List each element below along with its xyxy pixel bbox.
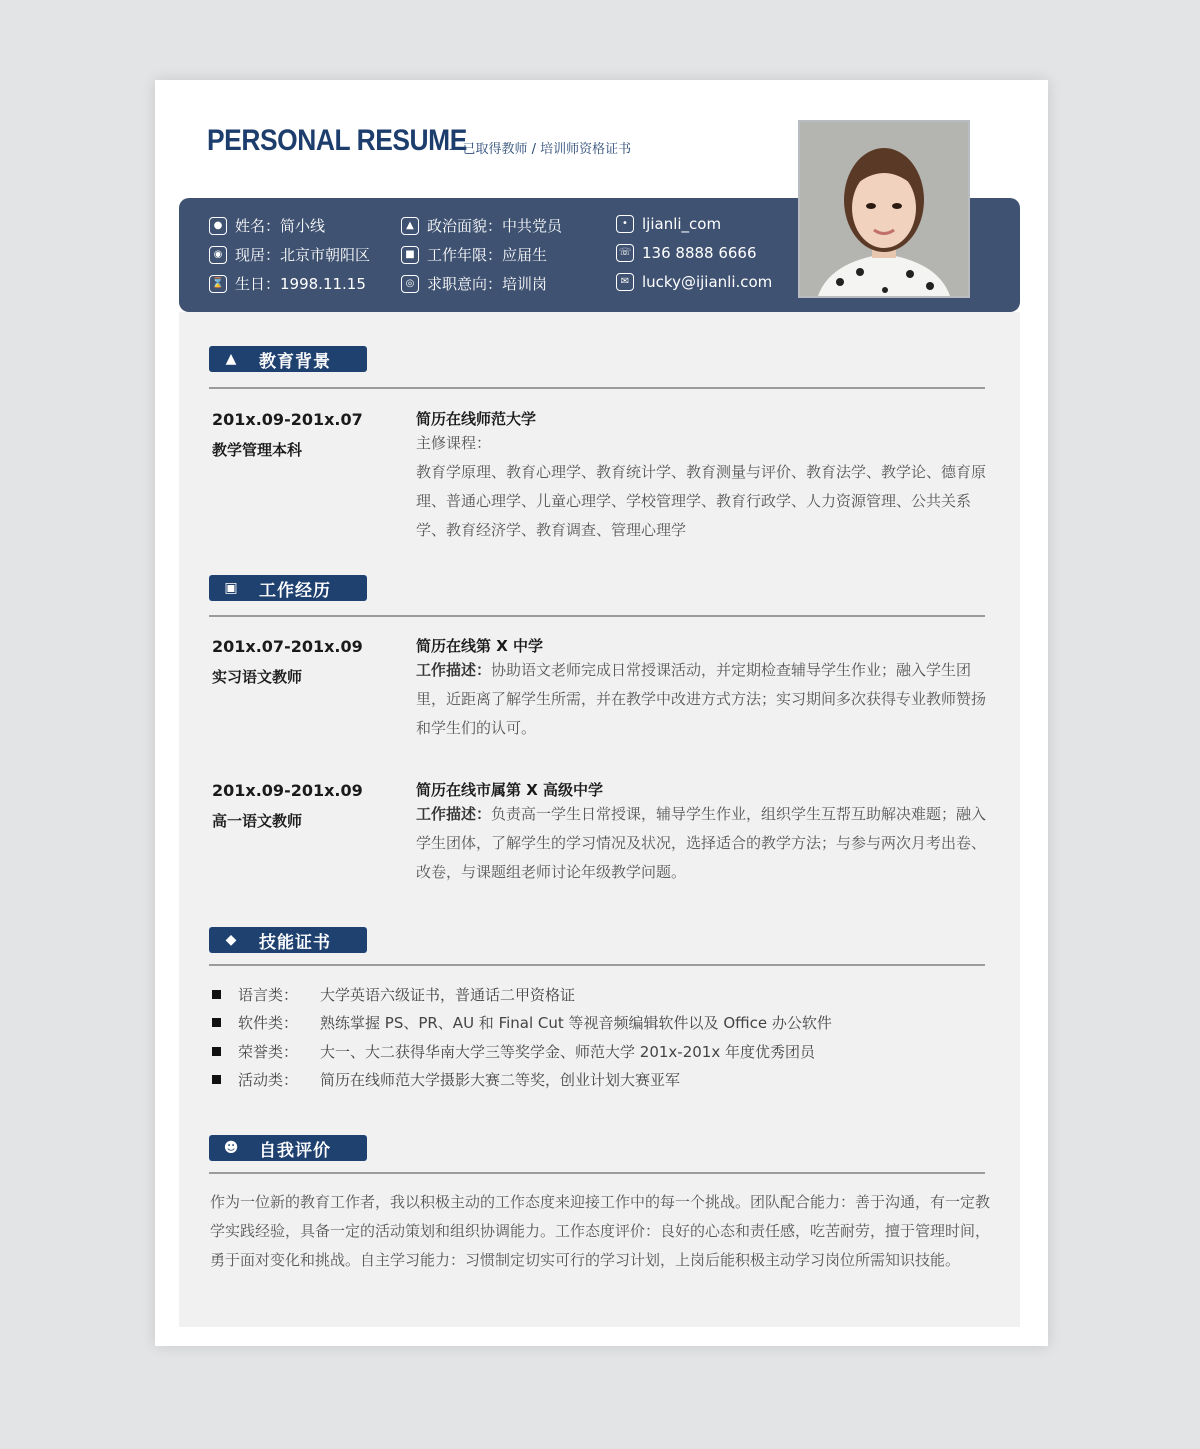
work-item-desc-label: 工作描述： [416, 661, 492, 679]
info-intention-text: 求职意向：培训岗 [427, 275, 548, 293]
work-item-org: 简历在线市属第 X 高级中学 [416, 781, 604, 799]
resume-subtitle: -- 已取得教师 / 培训师资格证书 [449, 142, 632, 157]
info-residence-text: 现居：北京市朝阳区 [235, 246, 371, 264]
work-heading: 工作经历 [259, 580, 331, 601]
user-icon: ● [209, 217, 227, 235]
skill-item [212, 984, 575, 1005]
skill-value: 大一、大二获得华南大学三等奖学金、师范大学 201x-201x 年度优秀团员 [320, 1043, 815, 1061]
info-wechat-text: ljianli_com [642, 215, 722, 233]
skill-label: 软件类： [238, 1014, 299, 1032]
skill-item [212, 1012, 832, 1033]
education-school: 简历在线师范大学 [416, 410, 537, 428]
self-eval-section-header [209, 1135, 367, 1161]
info-phone [616, 244, 757, 262]
resume-body [179, 312, 1020, 1327]
info-name-text: 姓名：简小线 [235, 217, 326, 235]
graduation-cap-icon: ▲ [225, 351, 237, 367]
work-item-date: 201x.09-201x.09 [212, 781, 363, 800]
profile-photo [798, 120, 970, 298]
education-divider [209, 387, 985, 389]
education-courses: 教育学原理、教育心理学、教育统计学、教育测量与评价、教育法学、教学论、德育原理、普通心理学、儿童心理学、学校管理学、教育行政学、人力资源管理、公共关系学、教育经济学、教育调查、管理心理学 [416, 463, 987, 539]
person-icon: ☻ [223, 1140, 239, 1156]
info-birthday [209, 273, 366, 294]
resume-title: PERSONAL RESUME [207, 124, 467, 157]
wechat-icon: • [616, 215, 634, 233]
bullet-icon [212, 990, 221, 999]
work-item-description [416, 656, 988, 743]
info-wechat [616, 215, 721, 233]
skill-value: 熟练掌握 PS、PR、AU 和 Final Cut 等视音频编辑软件以及 Office 办公软件 [320, 1014, 832, 1032]
education-degree: 教学管理本科 [212, 441, 303, 459]
education-date: 201x.09-201x.07 [212, 410, 363, 429]
skills-section-header [209, 927, 367, 953]
work-item-org: 简历在线第 X 中学 [416, 637, 544, 655]
info-intention [401, 273, 547, 294]
skill-label: 荣誉类： [238, 1043, 299, 1061]
skill-label: 语言类： [238, 986, 299, 1004]
work-section-header [209, 575, 367, 601]
info-name [209, 215, 325, 236]
info-political [401, 215, 562, 236]
work-item-role: 高一语文教师 [212, 812, 303, 830]
education-heading: 教育背景 [259, 351, 331, 372]
bullet-icon [212, 1018, 221, 1027]
skills-divider [209, 964, 985, 966]
info-email-text: lucky@ijianli.com [642, 273, 773, 291]
info-email [616, 273, 772, 291]
bar-chart-icon: ▣ [224, 580, 238, 596]
work-item-role: 实习语文教师 [212, 668, 303, 686]
self-eval-text: 作为一位新的教育工作者，我以积极主动的工作态度来迎接工作中的每一个挑战。团队配合能力：善于沟通，有一定教学实践经验，具备一定的活动策划和组织协调能力。工作态度评价：良好的心态和责任感，吃苦耐劳，擅于管理时间，勇于面对变化和挑战。自主学习能力：习惯制定切实可行的学习计划，上岗后能积极主动学习岗位所需知识技能。 [210, 1193, 991, 1269]
info-work-years [401, 244, 547, 265]
portrait-image [800, 122, 968, 296]
phone-icon: ☏ [616, 244, 634, 262]
work-divider [209, 615, 985, 617]
mail-icon: ✉ [616, 273, 634, 291]
work-item-desc-text: 协助语文老师完成日常授课活动，并定期检查辅导学生作业；融入学生团里，近距离了解学生所需，并在教学中改进方式方法；实习期间多次获得专业教师赞扬和学生们的认可。 [416, 661, 987, 737]
skill-item [212, 1069, 680, 1090]
target-icon: ◎ [401, 275, 419, 293]
badge-icon: ▲ [401, 217, 419, 235]
work-item-date: 201x.07-201x.09 [212, 637, 363, 656]
bullet-icon [212, 1047, 221, 1056]
education-section-header [209, 346, 367, 372]
location-icon: ◉ [209, 246, 227, 264]
skill-value: 大学英语六级证书，普通话二甲资格证 [320, 986, 576, 1004]
info-political-text: 政治面貌：中共党员 [427, 217, 563, 235]
briefcase-icon: ■ [401, 246, 419, 264]
info-work-years-text: 工作年限：应届生 [427, 246, 548, 264]
self-eval-heading: 自我评价 [259, 1140, 331, 1161]
hourglass-icon: ⌛ [209, 275, 227, 293]
self-eval-divider [209, 1172, 985, 1174]
tag-icon: ◆ [225, 932, 237, 948]
skill-label: 活动类： [238, 1071, 299, 1089]
skill-item [212, 1041, 815, 1062]
info-birthday-text: 生日：1998.11.15 [235, 275, 366, 293]
education-courses-label: 主修课程： [416, 434, 492, 452]
skill-value: 简历在线师范大学摄影大赛二等奖，创业计划大赛亚军 [320, 1071, 681, 1089]
work-item-desc-text: 负责高一学生日常授课，辅导学生作业，组织学生互帮互助解决难题；融入学生团体，了解学生的学习情况及状况，选择适合的教学方法；与参与两次月考出卷、改卷，与课题组老师讨论年级教学问题。 [416, 805, 987, 881]
work-item-desc-label: 工作描述： [416, 805, 492, 823]
work-item-description [416, 800, 988, 887]
info-residence [209, 244, 370, 265]
bullet-icon [212, 1075, 221, 1084]
info-phone-text: 136 8888 6666 [642, 244, 757, 262]
skills-heading: 技能证书 [259, 932, 331, 953]
resume-page [155, 80, 1048, 1346]
